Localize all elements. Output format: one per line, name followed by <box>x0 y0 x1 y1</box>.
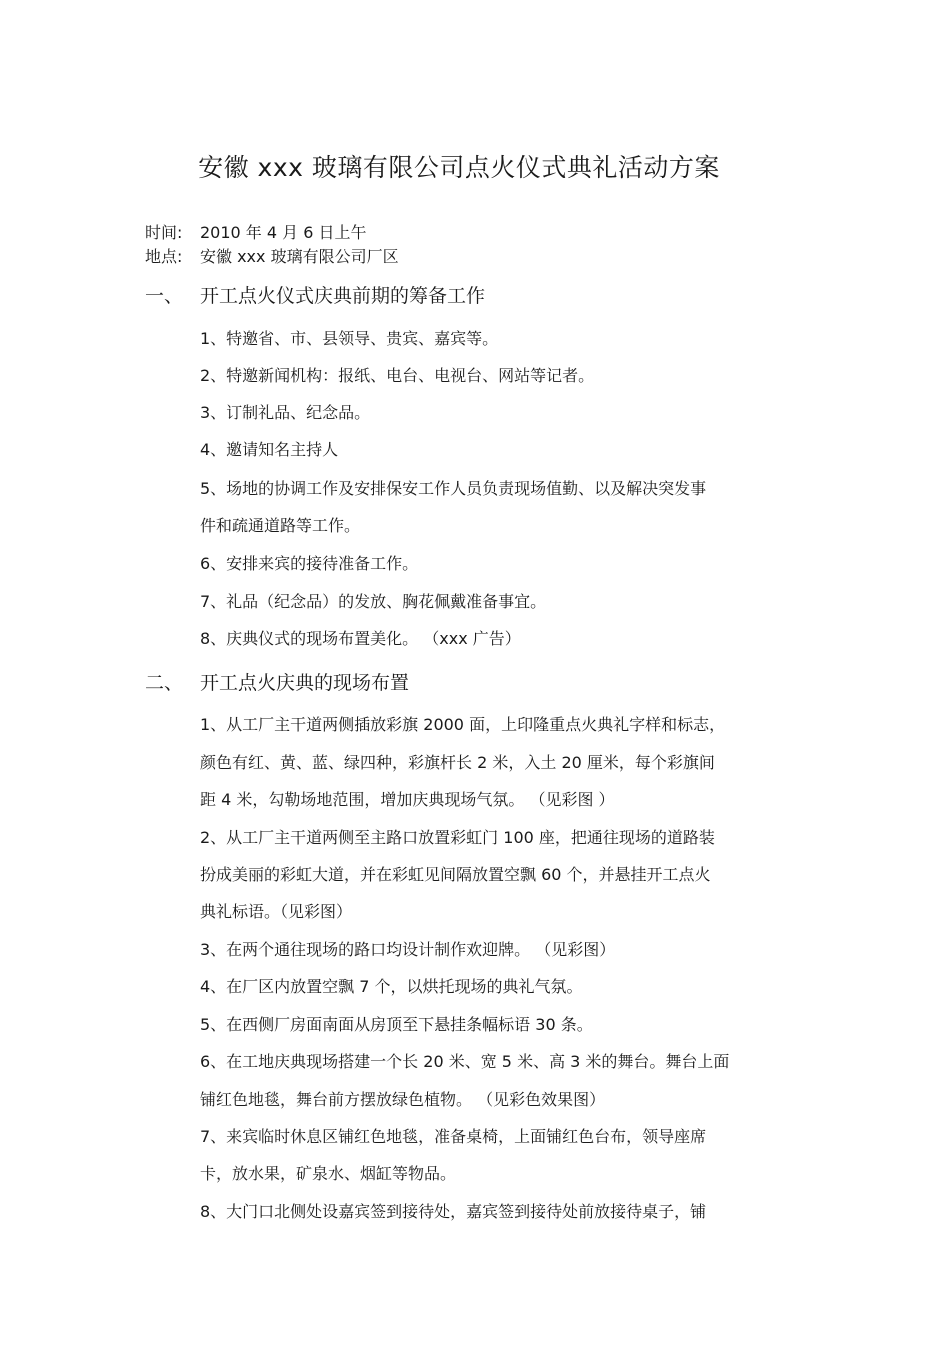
place-line <box>145 245 399 269</box>
list-item-continued: 铺红色地毯，舞台前方摆放绿色植物。 （见彩色效果图） <box>200 1090 606 1109</box>
document-title: 安徽 xxx 玻璃有限公司点火仪式典礼活动方案 <box>198 153 720 182</box>
list-item-continued: 颜色有红、黄、蓝、绿四种，彩旗杆长 2 米，入土 20 厘米，每个彩旗间 <box>200 753 715 772</box>
list-item: 8、大门口北侧处设嘉宾签到接待处，嘉宾签到接待处前放接待桌子，铺 <box>200 1202 707 1221</box>
place-value: 安徽 xxx 玻璃有限公司厂区 <box>200 247 399 266</box>
list-item: 5、在西侧厂房面南面从房顶至下悬挂条幅标语 30 条。 <box>200 1015 593 1034</box>
place-label: 地点: <box>145 247 183 266</box>
time-value: 2010 年 4 月 6 日上午 <box>200 223 367 242</box>
time-label: 时间: <box>145 223 183 242</box>
list-item: 4、邀请知名主持人 <box>200 440 339 459</box>
time-line <box>145 221 367 245</box>
list-item-continued: 距 4 米，勾勒场地范围，增加庆典现场气氛。 （见彩图 ） <box>200 790 615 809</box>
section-1-title: 开工点火仪式庆典前期的筹备工作 <box>200 285 486 307</box>
list-item: 6、安排来宾的接待准备工作。 <box>200 554 419 573</box>
list-item-continued: 扮成美丽的彩虹大道，并在彩虹见间隔放置空飘 60 个，并悬挂开工点火 <box>200 865 711 884</box>
list-item: 6、在工地庆典现场搭建一个长 20 米、宽 5 米、高 3 米的舞台。舞台上面 <box>200 1052 730 1071</box>
list-item: 7、礼品（纪念品）的发放、胸花佩戴准备事宜。 <box>200 592 547 611</box>
list-item: 2、特邀新闻机构：报纸、电台、电视台、网站等记者。 <box>200 366 595 385</box>
list-item: 1、从工厂主干道两侧插放彩旗 2000 面，上印隆重点火典礼字样和标志， <box>200 715 726 734</box>
list-item: 1、特邀省、市、县领导、贵宾、嘉宾等。 <box>200 329 499 348</box>
list-item: 8、庆典仪式的现场布置美化。 （xxx 广告） <box>200 629 521 648</box>
section-2-heading <box>145 668 409 698</box>
section-1-heading <box>145 281 485 311</box>
section-1-number: 一、 <box>145 285 184 307</box>
list-item: 5、场地的协调工作及安排保安工作人员负责现场值勤、以及解决突发事 <box>200 479 707 498</box>
list-item: 7、来宾临时休息区铺红色地毯，准备桌椅，上面铺红色台布，领导座席 <box>200 1127 707 1146</box>
list-item-continued: 件和疏通道路等工作。 <box>200 516 361 535</box>
list-item-continued: 卡，放水果，矿泉水、烟缸等物品。 <box>200 1164 457 1183</box>
section-2-number: 二、 <box>145 672 184 694</box>
section-2-title: 开工点火庆典的现场布置 <box>200 672 410 694</box>
list-item-continued: 典礼标语。（见彩图） <box>200 902 353 921</box>
list-item: 2、从工厂主干道两侧至主路口放置彩虹门 100 座，把通往现场的道路装 <box>200 828 715 847</box>
list-item: 3、在两个通往现场的路口均设计制作欢迎牌。 （见彩图） <box>200 940 616 959</box>
list-item: 3、订制礼品、纪念品。 <box>200 403 371 422</box>
list-item: 4、在厂区内放置空飘 7 个，以烘托现场的典礼气氛。 <box>200 977 583 996</box>
